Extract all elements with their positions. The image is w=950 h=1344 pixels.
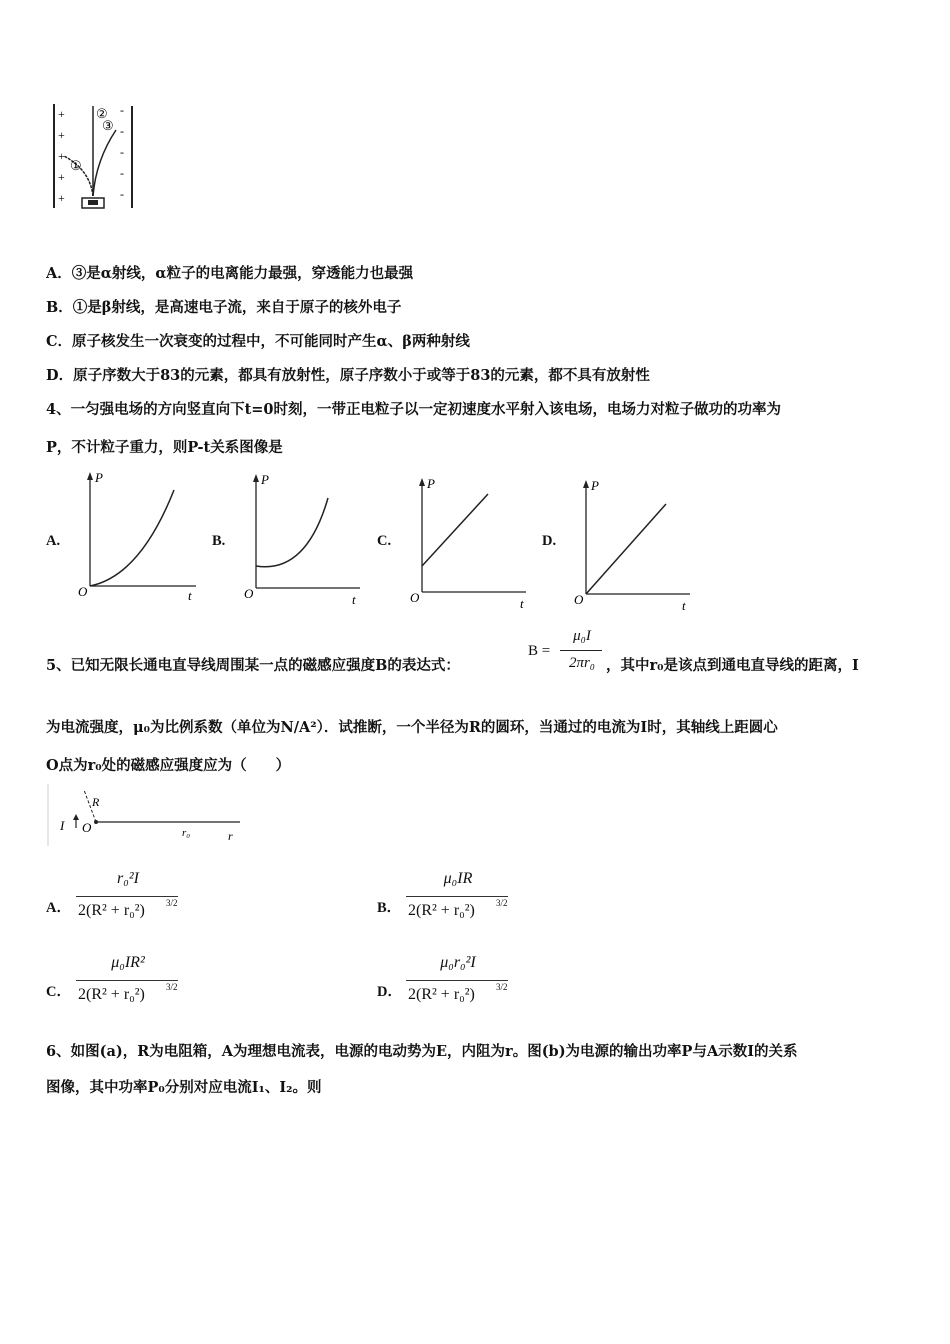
option-b[interactable] <box>46 296 401 317</box>
option-label: D． <box>46 367 74 384</box>
option-d-formula[interactable] <box>406 954 510 1016</box>
denominator: 2(R² + r₀²) <box>408 986 475 1003</box>
minus-sign: - <box>120 187 124 201</box>
y-axis-label: P <box>591 478 599 493</box>
q4-line1: 4、一匀强电场的方向竖直向下t=0时刻，一带正电粒子以一定初速度水平射入该电场，电场力对粒子做功的功率为 <box>46 401 782 418</box>
graph-c-label[interactable]: C. <box>377 533 392 549</box>
option-text: 原子核发生一次衰变的过程中，不可能同时产生α、β两种射线 <box>72 333 470 350</box>
formula-numerator: μ₀I <box>573 628 591 644</box>
ray-label-2: ② <box>96 106 108 121</box>
minus-sign: - <box>120 166 124 180</box>
ray-label-1: ① <box>70 158 82 173</box>
exponent: 3/2 <box>496 982 508 992</box>
ring-axis-figure <box>46 784 246 848</box>
option-d-label[interactable]: D． <box>377 984 402 1000</box>
option-c-label[interactable]: C． <box>46 984 71 1000</box>
numerator: μ₀IR² <box>111 954 145 971</box>
graph-a-label[interactable]: A. <box>46 533 61 549</box>
x-axis-label: t <box>520 596 524 611</box>
option-d[interactable] <box>46 364 650 385</box>
q5-line3: O点为r₀处的磁感应强度应为（ ） <box>46 757 291 774</box>
option-text: 原子序数大于83的元素，都具有放射性，原子序数小于或等于83的元素，都不具有放射性 <box>73 367 650 384</box>
fraction-bar <box>560 650 602 651</box>
origin-label: O <box>82 820 92 835</box>
distance-label: r₀ <box>182 827 191 839</box>
exponent: 3/2 <box>496 898 508 908</box>
numerator: μ₀r₀²I <box>440 954 476 971</box>
numerator: μ₀IR <box>443 870 473 887</box>
axis-label: r <box>228 829 233 843</box>
graph-c[interactable] <box>402 474 532 614</box>
plus-sign: + <box>58 128 65 142</box>
graph-d-label[interactable]: D. <box>542 533 557 549</box>
x-axis-label: t <box>352 592 356 607</box>
y-axis-label: P <box>95 470 103 485</box>
plus-sign: + <box>58 170 65 184</box>
option-b-formula[interactable] <box>406 870 510 932</box>
plus-sign: + <box>58 149 65 163</box>
q6-line1: 6、如图(a)，R为电阻箱，A为理想电流表，电源的电动势为E，内阻为r。图(b)为电源的输出功率P与A示数I的关系 <box>46 1043 798 1060</box>
fraction-bar <box>406 980 508 981</box>
option-text: ①是β射线，是高速电子流，来自于原子的核外电子 <box>72 299 402 316</box>
option-a-label[interactable]: A． <box>46 900 71 916</box>
ray-label-3: ③ <box>102 118 114 133</box>
graph-a[interactable] <box>70 468 200 608</box>
option-label: B． <box>46 299 73 316</box>
denominator: 2(R² + r₀²) <box>78 902 145 919</box>
numerator: r₀²I <box>117 870 139 887</box>
formula-denominator: 2πr₀ <box>568 655 596 671</box>
q6-line2: 图像，其中功率P₀分别对应电流I₁、I₂。则 <box>46 1079 322 1096</box>
y-axis-label: P <box>261 472 269 487</box>
x-axis-label: t <box>188 588 192 603</box>
y-axis-label: P <box>427 476 435 491</box>
option-b-label[interactable]: B． <box>377 900 402 916</box>
current-label: I <box>60 818 65 833</box>
formula-lhs: B = <box>528 643 551 659</box>
option-c[interactable] <box>46 330 470 351</box>
plus-sign: + <box>58 191 65 205</box>
denominator: 2(R² + r₀²) <box>78 986 145 1003</box>
option-a[interactable] <box>46 262 413 283</box>
q5-line1-b: ，其中r₀是该点到通电直导线的距离，I <box>606 657 859 674</box>
origin-label: O <box>244 586 254 601</box>
fraction-bar <box>76 980 178 981</box>
exponent: 3/2 <box>166 898 178 908</box>
q4-line2: P，不计粒子重力，则P-t关系图像是 <box>46 439 283 456</box>
option-c-formula[interactable] <box>76 954 180 1016</box>
minus-sign: - <box>120 145 124 159</box>
x-axis-label: t <box>682 598 686 613</box>
option-label: C． <box>46 333 73 350</box>
origin-label: O <box>78 584 88 599</box>
exponent: 3/2 <box>166 982 178 992</box>
graph-d[interactable] <box>566 476 696 616</box>
denominator: 2(R² + r₀²) <box>408 902 475 919</box>
option-a-formula[interactable] <box>76 870 180 932</box>
fraction-bar <box>406 896 508 897</box>
graph-b[interactable] <box>236 470 366 610</box>
plus-sign: + <box>58 107 65 121</box>
q5-line2: 为电流强度，μ₀为比例系数（单位为N/A²）．试推断，一个半径为R的圆环，当通过的电流为I时，其轴线上距圆心 <box>46 719 778 736</box>
radius-label: R <box>92 795 100 809</box>
option-text: ③是α射线，α粒子的电离能力最强，穿透能力也最强 <box>71 265 414 282</box>
radiation-field-figure <box>46 100 146 220</box>
origin-label: O <box>574 592 584 607</box>
option-label: A． <box>46 265 72 282</box>
q5-line1-a: 5、已知无限长通电直导线周围某一点的磁感应强度B的表达式： <box>46 657 460 674</box>
graph-b-label[interactable]: B. <box>212 533 226 549</box>
origin-label: O <box>410 590 420 605</box>
minus-sign: - <box>120 124 124 138</box>
fraction-bar <box>76 896 178 897</box>
minus-sign: - <box>120 103 124 117</box>
